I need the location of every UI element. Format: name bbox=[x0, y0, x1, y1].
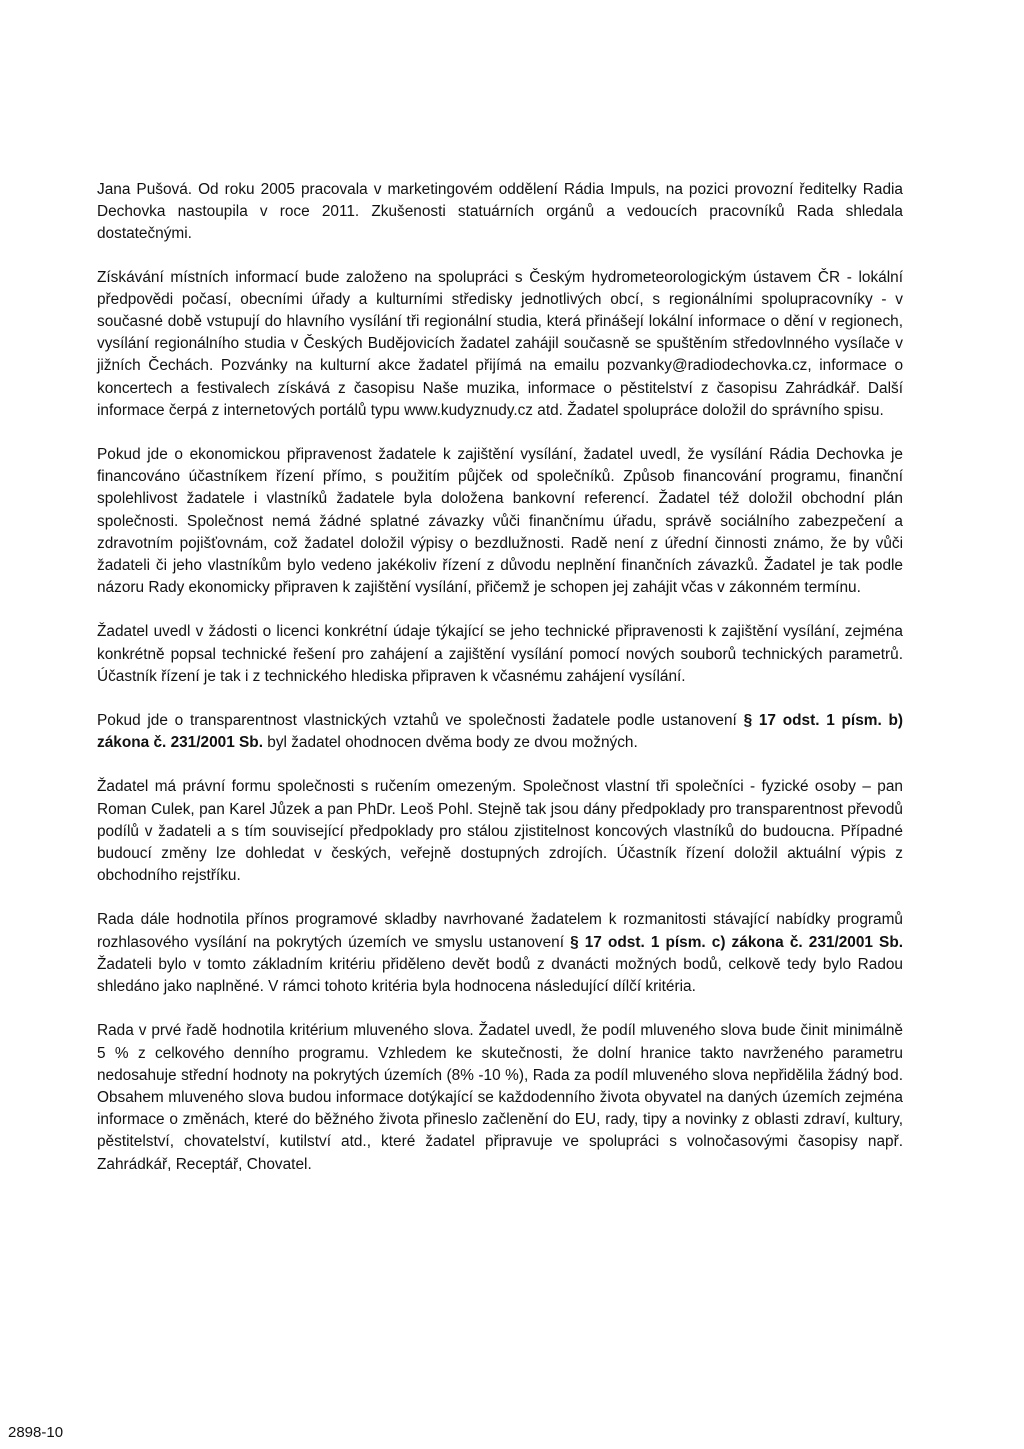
paragraph-2 bbox=[97, 267, 903, 422]
paragraph-7-law-reference: § 17 odst. 1 písm. c) zákona č. 231/2001 Sb. bbox=[570, 933, 903, 951]
paragraph-3 bbox=[97, 444, 903, 599]
paragraph-1-text: Jana Pušová. Od roku 2005 pracovala v marketingovém oddělení Rádia Impuls, na pozici provozní ředitelky Radia Dechovka nastoupila v roce 2011. Zkušenosti statuárních orgánů a vedoucích pracovníků Rada shledala dostatečnými. bbox=[97, 181, 903, 243]
paragraph-4-text: Žadatel uvedl v žádosti o licenci konkrétní údaje týkající se jeho technické připravenosti k zajištění vysílání, zejména konkrétně popsal technické řešení pro zahájení a zajištění vysílání pomocí nových souborů technických parametrů. Účastník řízení je tak i z technického hlediska připraven k včasnému zahájení vysílání. bbox=[97, 623, 903, 685]
page-number: 2898-10 bbox=[8, 1424, 64, 1441]
paragraph-5-law-reference: § 17 odst. 1 písm. b) zákona č. 231/2001 Sb. bbox=[97, 712, 903, 752]
paragraph-6 bbox=[97, 776, 903, 887]
paragraph-3-text: Pokud jde o ekonomickou připravenost žadatele k zajištění vysílání, žadatel uvedl, že vysílání Rádia Dechovka je financováno účastníkem řízení přímo, s použitím půjček od společníků. Způsob financování programu, finanční spolehlivost žadatele i vlastníků žadatele byla doložena bankovní referencí. Žadatel též doložil obchodní plán společnosti. Společnost nemá žádné splatné závazky vůči finančnímu úřadu, správě sociálního zabezpečení a zdravotním pojišťovnám, což žadatel doložil výpisy o bezdlužnosti. Radě není z úřední činnosti známo, že by vůči žadateli či jeho vlastníkům bylo vedeno jakékoliv řízení z důvodu neplnění finančních závazků. Žadatel je tak podle názoru Rady ekonomicky připraven k zajištění vysílání, přičemž je schopen jej zahájit včas v zákonném termínu. bbox=[97, 446, 903, 597]
paragraph-5-text-end: byl žadatel ohodnocen dvěma body ze dvou možných. bbox=[262, 734, 638, 752]
paragraph-5 bbox=[97, 710, 903, 754]
paragraph-8 bbox=[97, 1020, 903, 1175]
paragraph-7-text-start: Rada dále hodnotila přínos programové skladby navrhované žadatelem k rozmanitosti stávající nabídky programů rozhlasového vysílání na pokrytých územích ve smyslu ustanovení bbox=[97, 911, 903, 951]
paragraph-5-text-start: Pokud jde o transparentnost vlastnických vztahů ve společnosti žadatele podle ustanovení bbox=[97, 712, 744, 730]
paragraph-7-text-end: Žadateli bylo v tomto základním kritériu přiděleno devět bodů z dvanácti možných bodů, celkově tedy bylo Radou shledáno jako naplněné. V rámci tohoto kritéria byla hodnocena následující dílčí kritéria. bbox=[97, 955, 903, 996]
paragraph-2-text: Získávání místních informací bude založeno na spolupráci s Českým hydrometeorologickým ústavem ČR - lokální předpovědi počasí, obecními úřady a kulturními středisky jednotlivých obcí, s regionálními spolupracovníky - v současné době vstupují do hlavního vysílání tři regionální studia, která přinášejí lokální informace o dění v regionech, vysílání regionálního studia v Českých Budějovicích žadatel zahájil současně se spuštěním středovlnného vysílače v jižních Čechách. Pozvánky na kulturní akce žadatel přijímá na emailu pozvanky@radiodechovka.cz, informace o koncertech a festivalech získává z časopisu Naše muzika, informace o pěstitelství z časopisu Zahrádkář. Další informace čerpá z internetových portálů typu www.kudyznudy.cz atd. Žadatel spolupráce doložil do správního spisu. bbox=[97, 268, 903, 419]
paragraph-4 bbox=[97, 621, 903, 688]
document-body bbox=[97, 179, 903, 1176]
paragraph-7 bbox=[97, 909, 903, 998]
paragraph-6-text: Žadatel má právní formu společnosti s ručením omezeným. Společnost vlastní tři společníci - fyzické osoby – pan Roman Culek, pan Karel Jůzek a pan PhDr. Leoš Pohl. Stejně tak jsou dány předpoklady pro transparentnost převodů podílů v žadateli a s tím související předpoklady pro stálou zjistitelnost koncových vlastníků do budoucna. Případné budoucí změny lze dohledat v českých, veřejně dostupných zdrojích. Účastník řízení doložil aktuální výpis z obchodního rejstříku. bbox=[97, 778, 903, 885]
paragraph-8-text: Rada v prvé řadě hodnotila kritérium mluveného slova. Žadatel uvedl, že podíl mluveného slova bude činit minimálně 5 % z celkového denního programu. Vzhledem ke skutečnosti, že dolní hranice takto navrženého parametru nedosahuje střední hodnoty na pokrytých územích (8% -10 %), Rada za podíl mluveného slova nepřidělila žádný bod. Obsahem mluveného slova budou informace dotýkající se každodenního života obyvatel na daných územích zejména informace o změnách, které do běžného života přineslo začlenění do EU, rady, tipy a novinky z oblasti zdraví, kultury, pěstitelství, chovatelství, kutilství atd., které žadatel připravuje ve spolupráci s volnočasovými časopisy např. Zahrádkář, Receptář, Chovatel. bbox=[97, 1022, 903, 1173]
paragraph-1 bbox=[97, 179, 903, 246]
